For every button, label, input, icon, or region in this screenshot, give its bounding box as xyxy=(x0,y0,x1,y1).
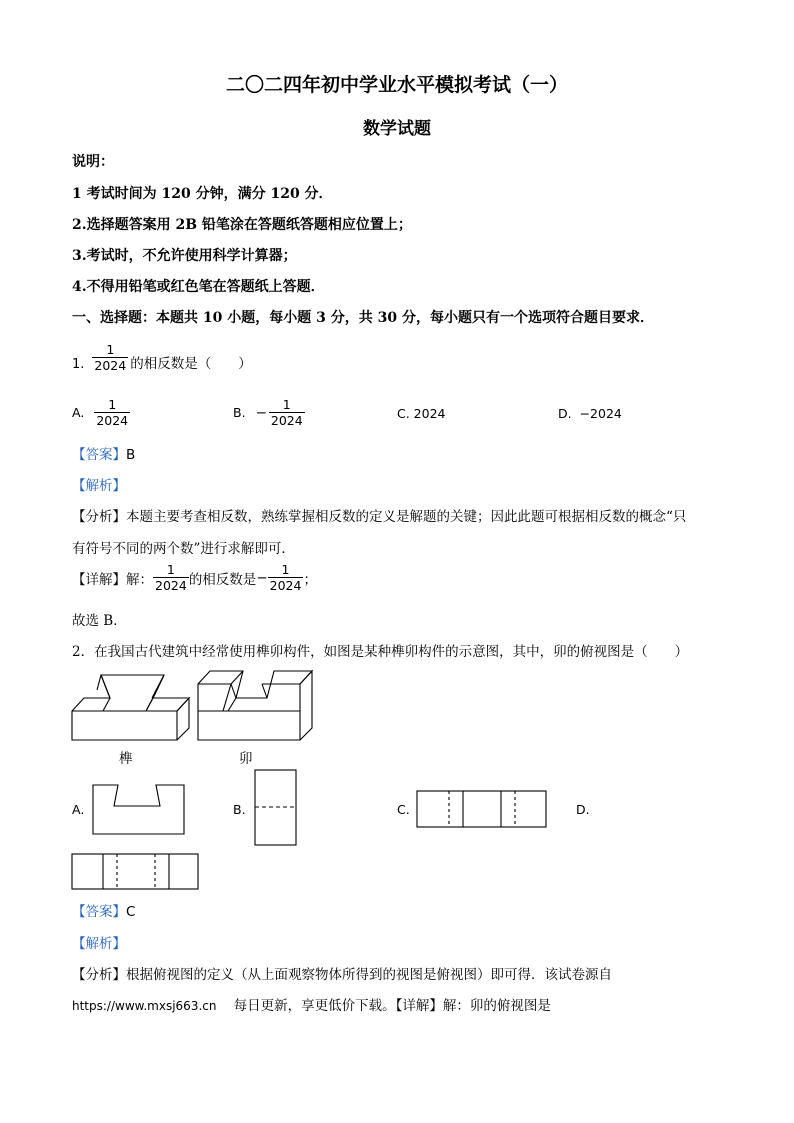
section-heading: 一、选择题：本题共 10 小题，每小题 3 分，共 30 分，每小题只有一个选项符合题目要求． xyxy=(72,310,654,326)
answer-line-q1: 【答案】B xyxy=(72,447,136,463)
instructions-heading: 说明： xyxy=(72,154,114,170)
question-number: 1. xyxy=(72,357,85,372)
option-b-label-q2: B. xyxy=(233,802,246,817)
fraction: $\frac{1}{2024}$ xyxy=(94,342,127,373)
answer-line-q2: 【答案】C xyxy=(72,904,136,920)
option-d-label-q2: D. xyxy=(576,802,590,817)
fenxi-line1-q1: 【分析】本题主要考查相反数，熟练掌握相反数的定义是解题的关键；因此此题可根据相反数的概念“只 xyxy=(72,509,687,525)
fenxi-line-q2: 【分析】根据俯视图的定义（从上面观察物体所得到的视图是俯视图）即可得．该试卷源自 xyxy=(72,967,612,983)
option-a-label-q2: A. xyxy=(72,802,85,817)
option-d: D. −2024 xyxy=(558,406,622,421)
conclusion-q1: 故选 B． xyxy=(72,613,127,629)
figure-label-mortise: 卯 xyxy=(239,751,253,767)
option-c-figure xyxy=(417,791,546,827)
page-subtitle: 数学试题 xyxy=(363,119,431,139)
analysis-tag-q2: 【解析】 xyxy=(72,936,126,952)
analysis-tag-q1: 【解析】 xyxy=(72,478,126,494)
instruction-item-4: 4.不得用铅笔或红色笔在答题纸上答题． xyxy=(72,279,325,295)
page-title: 二〇二四年初中学业水平模拟考试（一） xyxy=(225,74,568,96)
instruction-item-1: 1 考试时间为 120 分钟，满分 120 分． xyxy=(72,186,333,202)
footer-line: https://www.mxsj663.cn 每日更新，享更低价下载。【详解】解：卯的俯视图是 xyxy=(72,998,551,1014)
instruction-item-2: 2.选择题答案用 2B 铅笔涂在答题纸答题相应位置上； xyxy=(72,217,412,233)
detail-line-q1: 【详解】 解： $\frac{1}{2024}$ 的相反数是 − $\frac{1}{2024}$ ； xyxy=(72,562,317,593)
source-link[interactable]: https://www.mxsj663.cn xyxy=(72,999,217,1013)
option-c-label-q2: C. xyxy=(397,802,410,817)
option-a-figure xyxy=(93,785,184,834)
question-2-stem: 2．在我国古代建筑中经常使用榫卯构件，如图是某种榫卯构件的示意图，其中，卯的俯视图是（ ） xyxy=(72,644,689,660)
option-a: A. $\frac{1}{2024}$ xyxy=(72,397,129,428)
question-1-stem: 的相反数是（ ） xyxy=(130,356,252,372)
option-b-figure xyxy=(255,770,296,845)
fenxi-line2-q1: 有符号不同的两个数”进行求解即可． xyxy=(72,541,295,557)
option-d-figure xyxy=(72,854,198,889)
option-c: C. 2024 xyxy=(397,406,446,421)
instruction-item-3: 3.考试时，不允许使用科学计算器； xyxy=(72,248,297,264)
figure-label-tenon: 榫 xyxy=(119,751,133,767)
option-b: B. − $\frac{1}{2024}$ xyxy=(233,397,303,428)
